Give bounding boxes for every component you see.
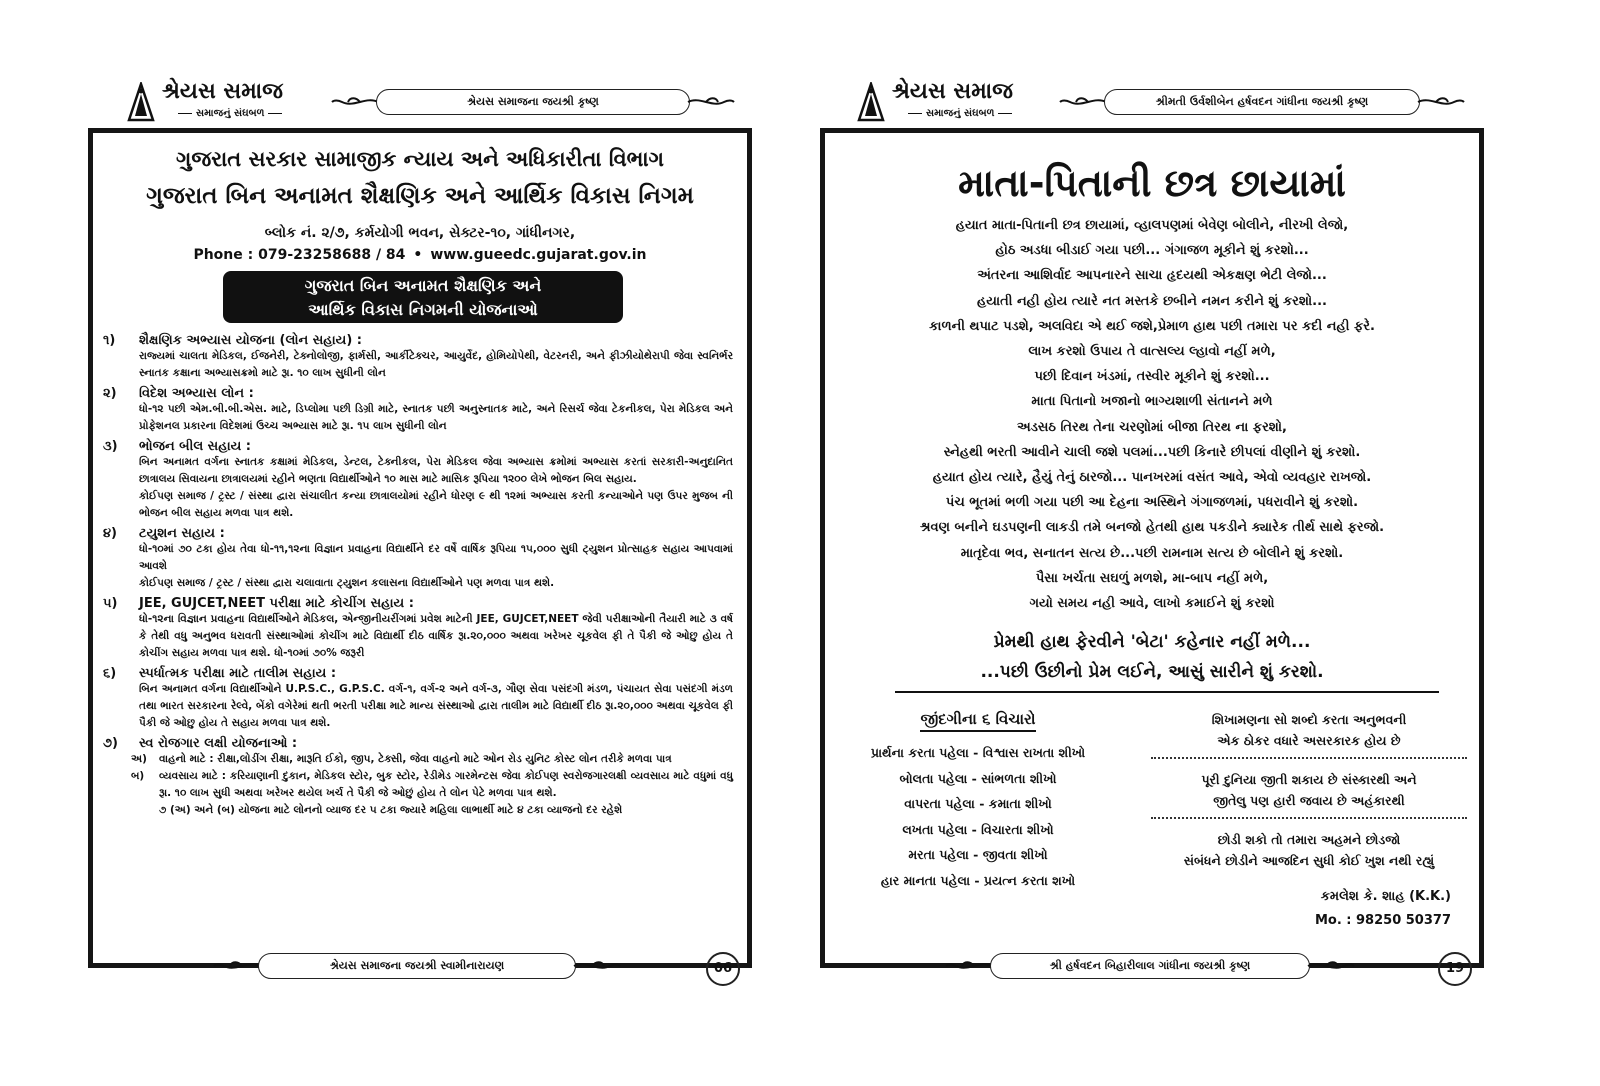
- poem-body: [825, 213, 1479, 616]
- right-page: [800, 0, 1600, 1086]
- footer-banner: [212, 952, 622, 980]
- interest-rate-note: ૭ (અ) અને (બ) યોજના માટે લોનનો વ્યાજ દર ૫ ટકા જ્યારે મહિલા લાભાર્થી માટે ૪ ટકા વ્યાજનો દર રહેશે: [159, 804, 623, 816]
- sub-scheme-label: અ): [131, 753, 147, 765]
- saying-line: એક ઠોકર વધારે અસરકારક હોય છે: [1217, 733, 1401, 748]
- scheme-title: ભોજન બીલ સહાય :: [139, 439, 251, 454]
- shreyas-samaj-logo: [126, 78, 346, 128]
- schemes-heading-box: [223, 271, 623, 323]
- scheme-item: [103, 333, 733, 382]
- thoughts-list: [833, 740, 1123, 894]
- footer-banner-text: શ્રી હર્ષવદન બિહારીલાલ ગાંધીના જયશ્રી કૃષ્ણ: [990, 953, 1310, 979]
- poem-line: સ્નેહથી ભરતી આવીને ચાલી જશે પલમાં...પછી કિનારે છીપલાં વીણીને શું કરશો.: [943, 444, 1361, 460]
- schemes-list: [103, 333, 733, 823]
- scheme-description: કોઈપણ સમાજ / ટ્રસ્ટ / સંસ્થા દ્વારા ચલાવાતા ટ્યુશન કલાસના વિદ્યાર્થીઓને પણ મળવા પાત્ર થશે.: [139, 577, 555, 589]
- saying-line: છોડી શકો તો તમારા અહમને છોડજો: [1217, 832, 1401, 847]
- scheme-header: [103, 439, 733, 454]
- flourish-left-icon: [212, 958, 262, 974]
- flourish-left-icon: [330, 94, 380, 110]
- poem-line: પછી દિવાન ખંડમાં, તસ્વીર મૂકીને શું કરશો...: [1034, 369, 1270, 385]
- section-divider: [895, 691, 1439, 693]
- schemes-heading-line1: ગુજરાત બિન અનામત શૈક્ષણિક અને: [304, 276, 542, 295]
- page-number: 06: [706, 952, 740, 986]
- scheme-item: [103, 526, 733, 592]
- poem-title: માતા-પિતાની છત્ર છાયામાં: [958, 161, 1346, 205]
- saying-line: સંબંધને છોડીને આજદિન સુધી કોઈ ખુશ નથી રહ્યું: [1183, 853, 1435, 868]
- thought-item: વાપરતા પહેલા - કમાતા શીખો: [904, 796, 1052, 812]
- scheme-header: [103, 736, 733, 751]
- scheme-item: [103, 596, 733, 662]
- saying-item: [1151, 767, 1467, 819]
- scheme-number: ૨): [103, 386, 117, 401]
- sub-scheme-label: બ): [131, 770, 145, 782]
- saying-line: પૂરી દુનિયા જીતી શકાય છે સંસ્કારથી અને: [1201, 772, 1417, 787]
- footer-banner-text: શ્રેયસ સમાજના જયશ્રી સ્વામીનારાયણ: [258, 953, 576, 979]
- thought-item: હાર માનતા પહેલા - પ્રયત્ન કરતા શખો: [880, 872, 1076, 888]
- saying-item: [1151, 827, 1467, 877]
- poem-line: હયાતી નહી હોય ત્યારે નત મસ્તકે છબીને નમન કરીને શું કરશો...: [977, 293, 1327, 309]
- thoughts-title: જીંદગીના ૬ વિચારો: [920, 710, 1035, 732]
- sub-scheme-text: વ્યવસાય માટે : કરિયાણાની દુકાન, મેડિકલ સ્ટોર, બુક સ્ટોર, રેડીમેડ ગારમેન્ટસ જેવા કોઈપણ સ્વરોજગારલક્ષી વ્યવસાય માટે વધુમાં વધુ રૂા. ૧૦ લાખ સુધી અથવા ખરેખર થયેલ ખર્ચ તે પૈકી જે ઓછું હોય તે લોન પેટે મળવા પાત્ર થશે.: [159, 770, 733, 799]
- sub-scheme: [131, 751, 733, 768]
- logo-tagline: સમાજનું સંઘબળ: [904, 108, 1016, 119]
- poem-line: હયાત હોય ત્યારે, હૈયું તેનું ઠારજો... પાનખરમાં વસંત આવે, એવો વ્યવહાર રાખજો.: [932, 470, 1372, 486]
- poem-line: ગયો સમય નહી આવે, લાખો કમાઈને શું કરશો: [1029, 596, 1275, 612]
- scheme-description: ધો-૧૦માં ૭૦ ટકા હોય તેવા ધો-૧૧,૧૨ના વિજ્ઞાન પ્રવાહના વિદ્યાર્થીને દર વર્ષે વાર્ષિક રૂપિયા ૧૫,૦૦૦ સુધી ટ્યુશન પ્રોત્સાહક સહાય આપવામાં આવશે: [139, 543, 733, 572]
- corporation-heading: ગુજરાત બિન અનામત શૈક્ષણિક અને આર્થિક વિકાસ નિગમ: [146, 183, 694, 209]
- poem-line: માતા પિતાનો ખજાનો ભાગ્યશાળી સંતાનને મળે: [1031, 394, 1273, 410]
- scheme-item: [103, 386, 733, 435]
- scheme-description: બિન અનામત વર્ગના સ્નાતક કક્ષામાં મેડિકલ, ડેન્ટલ, ટેક્નીકલ, પેરા મેડિકલ જેવા અભ્યાસ ક્રમોમાં અભ્યાસ કરતાં સરકારી-અનુદાનિત છાત્રાલય સિવાયના છાત્રાલયમાં રહીને ભણતા વિદ્યાર્થીઓને ૧૦ માસ માટે માસિક રૂપિયા ૧૨૦૦ લેખે ભોજન બિલ સહાય.: [139, 456, 733, 485]
- scheme-number: ૪): [103, 526, 118, 541]
- header-banner-text: શ્રેયસ સમાજના જયશ્રી કૃષ્ણ: [376, 89, 690, 115]
- scheme-title: વિદેશ અભ્યાસ લોન :: [139, 386, 254, 401]
- bullet-separator: •: [413, 247, 423, 263]
- logo-title: શ્રેયસ સમાજ: [162, 78, 283, 104]
- sub-scheme-text: વાહનો માટે : રીક્ષા,લોડીંગ રીક્ષા, મારૂતિ ઈકો, જીપ, ટેક્સી, જેવા વાહનો માટે ઓન રોડ યુનિટ કોસ્ટ લોન તરીકે મળવા પાત્ર: [159, 753, 672, 765]
- logo-title: શ્રેયસ સમાજ: [892, 78, 1013, 104]
- author-mobile: Mo. : 98250 50377: [1314, 913, 1451, 928]
- scheme-number: ૫): [103, 596, 118, 611]
- scheme-description: કોઈપણ સમાજ / ટ્રસ્ટ / સંસ્થા દ્વારા સંચાલીત કન્યા છાત્રાલયોમાં રહીને ધોરણ ૯ થી ૧૨માં અભ્યાસ કરતી કન્યાઓને પણ ઉપર મુજબ ની ભોજન બીલ સહાય મળવા પાત્ર થશે.: [139, 490, 733, 519]
- author-signature: [1315, 885, 1451, 933]
- header-banner-text: શ્રીમતી ઉર્વશીબેન હર્ષવદન ગાંધીના જયશ્રી કૃષ્ણ: [1104, 89, 1420, 115]
- poem-line: પંચ ભૂતમાં ભળી ગયા પછી આ દેહના અસ્થિને ગંગાજળમાં, પધરાવીને શું કરશો.: [945, 495, 1359, 511]
- emphasis-line: ...પછી ઉછીનો પ્રેમ લઈને, આસું સારીને શું કરશો.: [980, 662, 1324, 682]
- scheme-header: [103, 666, 733, 681]
- flourish-right-icon: [1306, 958, 1356, 974]
- logo-emblem-icon: [126, 82, 156, 122]
- website-link[interactable]: www.gueedc.gujarat.gov.in: [430, 247, 647, 263]
- scheme-item: [103, 439, 733, 522]
- logo-tagline: સમાજનું સંઘબળ: [174, 108, 286, 119]
- scheme-number: ૭): [103, 736, 118, 751]
- scheme-title: ટયુશન સહાય :: [139, 526, 225, 541]
- scheme-header: [103, 596, 733, 611]
- author-name: કમલેશ કે. શાહ (K.K.): [1320, 889, 1451, 904]
- page-number: 19: [1438, 952, 1472, 986]
- flourish-right-icon: [686, 94, 736, 110]
- scheme-header: [103, 386, 733, 401]
- scheme-description: રાજ્યમાં ચાલતા મેડિકલ, ઈજનેરી, ટેક્નોલોજી, ફાર્મસી, આર્કીટેક્ચર, આયુર્વેદ, હોમિયોપેથી, વેટરનરી, અને ફીઝીયોથેરાપી જેવા સ્વનિર્ભર સ્નાતક કક્ષાના અભ્યાસક્રમો માટે રૂા. ૧૦ લાખ સુધીની લોન: [139, 350, 733, 379]
- poem-line: કાળની થપાટ પડશે, અલવિદા એ થઈ જશે,પ્રેમાળ હાથ પછી તમારા પર કદી નહી ફરે.: [929, 318, 1375, 334]
- shreyas-samaj-logo: [856, 78, 1076, 128]
- phone-number: Phone : 079-23258688 / 84: [193, 247, 406, 263]
- footer-banner: [944, 952, 1356, 980]
- schemes-heading-line2: આર્થિક વિકાસ નિગમની યોજનાઓ: [308, 300, 538, 319]
- thought-item: પ્રાર્થના કરતા પહેલા - વિશ્વાસ રાખતા શીખો: [870, 745, 1086, 760]
- emphasis-line: પ્રેમથી હાથ ફેરવીને 'બેટા' કહેનાર નહીં મળે...: [993, 632, 1311, 652]
- thought-item: મરતા પહેલા - જીવતા શીખો: [908, 847, 1048, 863]
- left-content-frame: [88, 128, 752, 968]
- flourish-left-icon: [1058, 94, 1108, 110]
- sayings-list: [1151, 707, 1467, 885]
- header-banner: [1058, 88, 1466, 116]
- poem-line: લાખ કરશો ઉપાય તે વાત્સલ્ય લ્હાવો નહીં મળે,: [1028, 344, 1276, 360]
- header-banner: [330, 88, 736, 116]
- thought-item: બોલતા પહેલા - સાંભળતા શીખો: [899, 770, 1057, 786]
- logo-emblem-icon: [856, 82, 886, 122]
- scheme-number: ૬): [103, 666, 117, 681]
- poem-line: હયાત માતા-પિતાની છત્ર છાયામાં, વ્હાલપણમાં બેવેણ બોલીને, નીરખી લેજો,: [955, 218, 1349, 233]
- saying-line: શિખામણના સો શબ્દો કરતા અનુભવની: [1211, 712, 1407, 727]
- scheme-title: સ્વ રોજગાર લક્ષી યોજનાઓ :: [139, 736, 298, 751]
- scheme-number: ૩): [103, 439, 118, 454]
- right-content-frame: [820, 128, 1484, 968]
- flourish-left-icon: [944, 958, 994, 974]
- poem-line: હોઠ અડધા બીડાઈ ગયા પછી... ગંગાજળ મૂકીને શું કરશો...: [995, 243, 1309, 259]
- office-address: બ્લોક નં. ૨/૭, કર્મયોગી ભવન, સેક્ટર-૧૦, ગાંધીનગર,: [264, 225, 576, 241]
- scheme-number: ૧): [103, 333, 116, 348]
- scheme-title: JEE, GUJCET,NEET પરીક્ષા માટે કોચીંગ સહાય :: [139, 596, 414, 611]
- scheme-header: [103, 526, 733, 541]
- scheme-item: [103, 736, 733, 819]
- scheme-header: [103, 333, 733, 348]
- saying-item: [1151, 707, 1467, 759]
- poem-line: અડસઠ તિરથ તેના ચરણોમાં બીજા તિરથ ના ફરશો,: [1017, 419, 1287, 435]
- thought-item: લખતા પહેલા - વિચારતા શીખો: [902, 821, 1054, 837]
- poem-line: અંતરના આશિર્વાદ આપનારને સાચા હૃદયથી એકક્ષણ ભેટી લેજો...: [977, 268, 1327, 284]
- life-thoughts: [833, 709, 1123, 894]
- contact-line: [93, 247, 747, 263]
- scheme-description: ધો-૧૨ના વિજ્ઞાન પ્રવાહના વિદ્યાર્થીઓને મેડિકલ, એન્જીનીયરીંગમાં પ્રવેશ માટેની JEE, GUJCET,NEET જેવી પરીક્ષાઓની તૈયારી માટે ૩ વર્ષ કે તેથી વધુ અનુભવ ધરાવતી સંસ્થાઓમાં કોચીંગ માટે વિદ્યાર્થી દીઠ વાર્ષિક રૂા.૨૦,૦૦૦ અથવા ખરેખર ચૂકવેલ ફી તે પૈકી જે ઓછુ હોય તે કોચીંગ સહાય મળવા પાત્ર થશે. ધો-૧૦માં ૭૦% જરૂરી: [139, 613, 733, 659]
- scheme-item: [103, 666, 733, 732]
- poem-line: પૈસા ખર્ચતા સઘળું મળશે, મા-બાપ નહીં મળે,: [1035, 570, 1269, 586]
- scheme-description: ધો-૧૨ પછી એમ.બી.બી.એસ. માટે, ડિપ્લોમા પછી ડિગ્રી માટે, સ્નાતક પછી અનુસ્નાતક માટે, અને રિસર્ચ જેવા ટેકનીકલ, પેરા મેડિકલ અને પ્રોફેશનલ પ્રકારના વિદેશમાં ઉચ્ચ અભ્યાસ માટે રૂા. ૧૫ લાખ સુધીની લોન: [139, 403, 733, 432]
- flourish-right-icon: [1416, 94, 1466, 110]
- poem-emphasis: [825, 627, 1479, 687]
- scheme-title: સ્પર્ધાત્મક પરીક્ષા માટે તાલીમ સહાય :: [139, 666, 337, 681]
- poem-line: માતૃદેવા ભવ, સનાતન સત્ય છે...પછી રામનામ સત્ય છે બોલીને શું કરશો.: [960, 545, 1344, 561]
- scheme-title: શૈક્ષણિક અભ્યાસ યોજના (લોન સહાય) :: [139, 333, 362, 348]
- poem-line: શ્રવણ બનીને ઘડપણની લાકડી તમે બનજો હેતથી હાથ પકડીને ક્યારેક તીર્થ સાથે ફરજો.: [919, 520, 1385, 536]
- flourish-right-icon: [572, 958, 622, 974]
- department-heading: ગુજરાત સરકાર સામાજીક ન્યાય અને અધિકારીતા વિભાગ: [176, 147, 664, 171]
- saying-line: જીતેલુ પણ હારી જવાય છે અહંકારથી: [1213, 793, 1405, 808]
- scheme-description: બિન અનામત વર્ગના વિદ્યાર્થીઓને U.P.S.C., G.P.S.C. વર્ગ-૧, વર્ગ-૨ અને વર્ગ-૩, ગૌણ સેવા પસંદગી મંડળ, પંચાયત સેવા પસંદગી મંડળ તથા ભારત સરકારના રેલ્વે, બેંકો વગેરેમાં થતી ભરતી પરીક્ષા માટે માન્ય સંસ્થાઓ દ્વારા તાલીમ માટે વિદ્યાર્થી દીઠ રૂા.૨૦,૦૦૦ અથવા ચૂકવેલ ફી પૈકી જે ઓછુ હોય તે સહાય મળવા પાત્ર થશે.: [139, 683, 733, 729]
- sub-scheme: [131, 768, 733, 802]
